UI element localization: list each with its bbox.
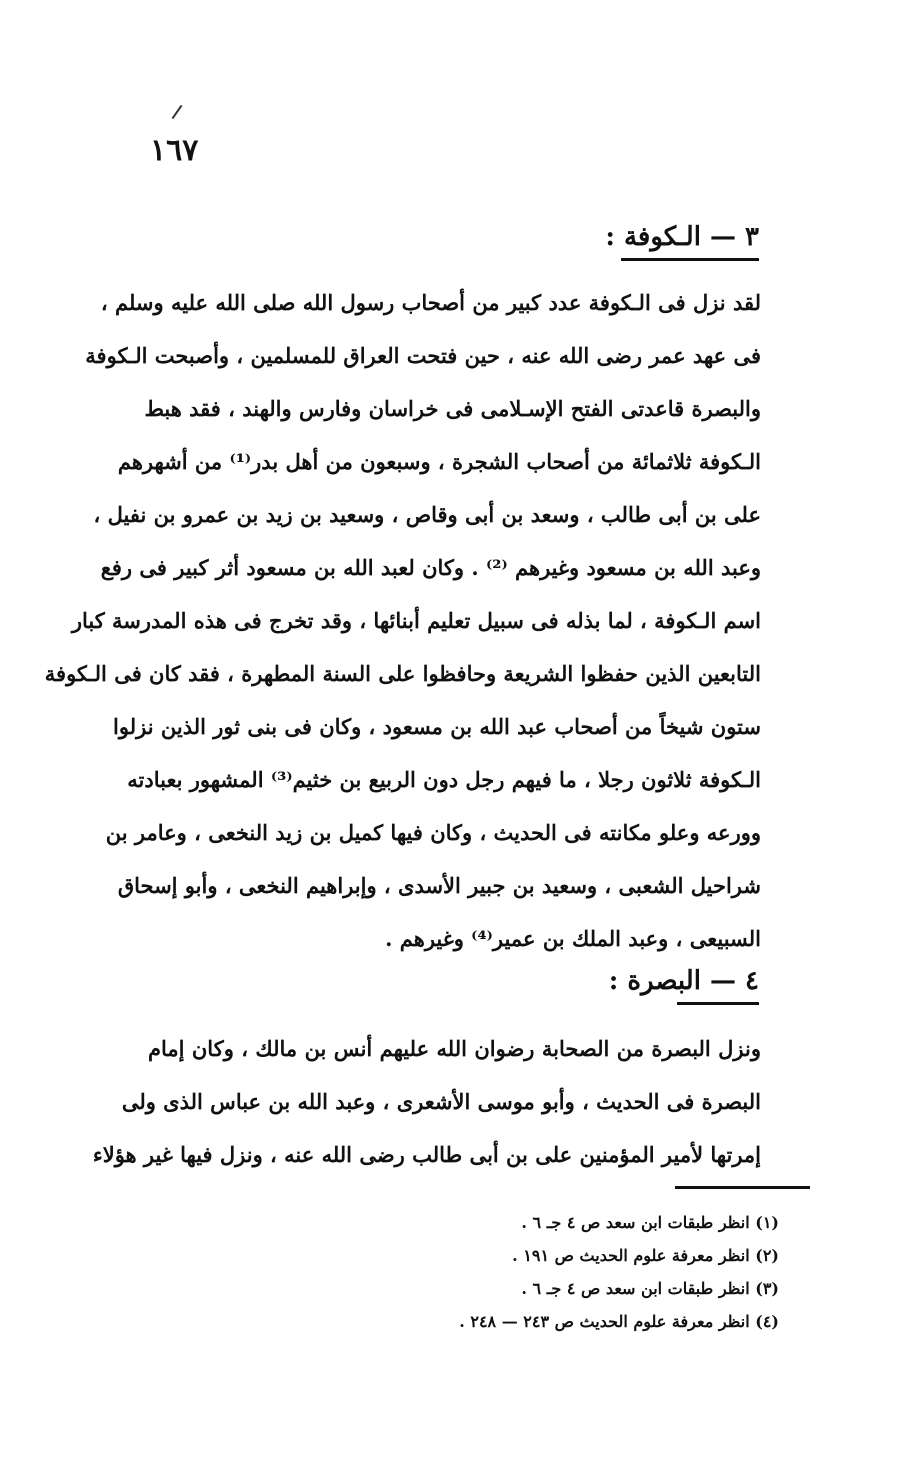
section-heading-kufa: [605, 222, 759, 261]
footnote-separator: [675, 1186, 810, 1189]
text-line: شراحيل الشعبى ، وسعيد بن جبير الأسدى ، وإبراهيم النخعى ، وأبو إسحاق: [117, 873, 761, 898]
text-line: والبصرة قاعدتى الفتح الإسـلامى فى خراسان وفارس والهند ، فقد هبط: [144, 396, 761, 421]
paragraph-basra: [92, 1022, 761, 1181]
text-line: لقد نزل فى الـكوفة عدد كبير من أصحاب رسول الله صلى الله عليه وسلم ،: [100, 290, 761, 315]
section-heading-basra: [609, 966, 759, 1005]
text-line: البصرة فى الحديث ، وأبو موسى الأشعرى ، وعبد الله بن عباس الذى ولى: [121, 1089, 761, 1114]
paragraph-kufa: [44, 276, 761, 965]
text-line: الـكوفة ثلاثمائة من أصحاب الشجرة ، وسبعون من أهل بدر⁽¹⁾ من أشهرهم: [117, 449, 761, 474]
heading-underline: [677, 1002, 759, 1005]
text-line: الـكوفة ثلاثون رجلا ، ما فيهم رجل دون الربيع بن خثيم⁽³⁾ المشهور بعبادته: [127, 767, 761, 792]
heading-underline: [621, 258, 759, 261]
footnote-2: (٢) انظر معرفة علوم الحديث ص ١٩١ .: [512, 1246, 779, 1265]
text-line: ستون شيخاً من أصحاب عبد الله بن مسعود ، وكان فى بنى ثور الذين نزلوا: [113, 714, 761, 739]
text-line: فى عهد عمر رضى الله عنه ، حين فتحت العراق للمسلمين ، وأصبحت الـكوفة: [85, 343, 761, 368]
text-line: ونزل البصرة من الصحابة رضوان الله عليهم أنس بن مالك ، وكان إمام: [148, 1036, 761, 1061]
footnote-4: (٤) انظر معرفة علوم الحديث ص ٢٤٣ — ٢٤٨ .: [459, 1312, 779, 1331]
section-heading-basra-text: ٤ — البصرة :: [608, 966, 759, 996]
footnotes: [459, 1206, 779, 1338]
section-heading-kufa-text: ٣ — الـكوفة :: [605, 222, 759, 252]
stray-pen-mark: [172, 105, 183, 119]
text-line: التابعين الذين حفظوا الشريعة وحافظوا على السنة المطهرة ، فقد كان فى الـكوفة: [44, 661, 761, 686]
page-number: ١٦٧: [150, 133, 199, 168]
text-line: اسم الـكوفة ، لما بذله فى سبيل تعليم أبنائها ، وقد تخرج فى هذه المدرسة كبار: [71, 608, 761, 633]
footnote-1: (١) انظر طبقات ابن سعد ص ٤ جـ ٦ .: [521, 1213, 779, 1232]
footnote-3: (٣) انظر طبقات ابن سعد ص ٤ جـ ٦ .: [521, 1279, 779, 1298]
text-line: وعبد الله بن مسعود وغيرهم ⁽²⁾ . وكان لعبد الله بن مسعود أثر كبير فى رفع: [100, 555, 761, 580]
text-line: وورعه وعلو مكانته فى الحديث ، وكان فيها كميل بن زيد النخعى ، وعامر بن: [105, 820, 761, 845]
text-line: إمرتها لأمير المؤمنين على بن أبى طالب رضى الله عنه ، ونزل فيها غير هؤلاء: [92, 1142, 761, 1167]
text-line: على بن أبى طالب ، وسعد بن أبى وقاص ، وسعيد بن زيد بن عمرو بن نفيل ،: [93, 502, 761, 527]
text-line: السبيعى ، وعبد الملك بن عمير⁽⁴⁾ وغيرهم .: [385, 926, 761, 951]
